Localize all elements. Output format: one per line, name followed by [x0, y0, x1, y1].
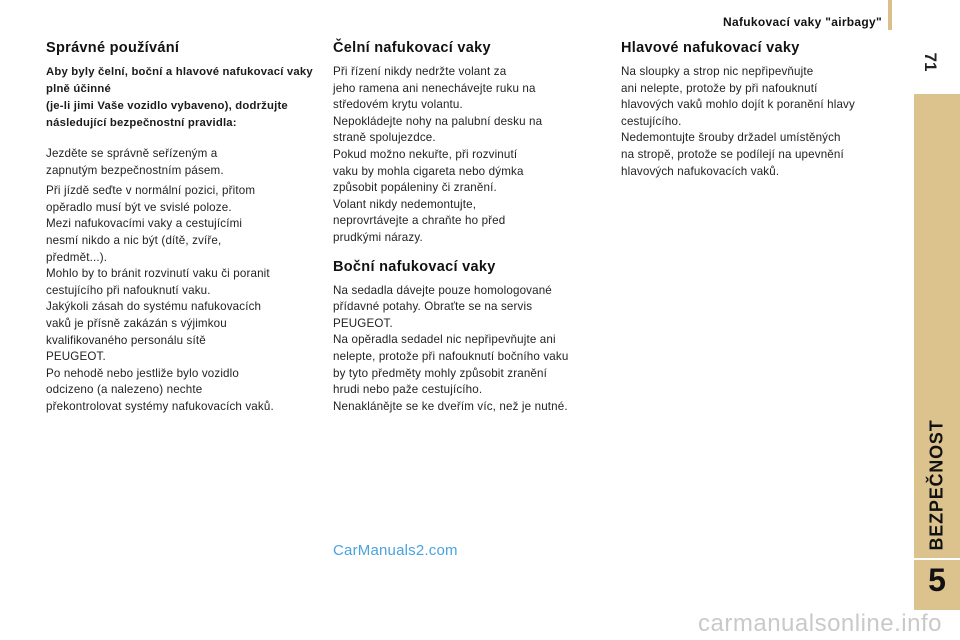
paragraph: Při řízení nikdy nedržte volant za jeho ramena ani nenechávejte ruku na středovém krytu volantu. Nepokládejte nohy na palubní desku na straně spolujezdce. Pokud možno nekuřte, při rozvinutí vaku by mohla cigareta nebo dýmka způsobit popáleniny či zranění. Volant nikdy nedemontujte, neprovrtávejte a chraňte ho před prudkými nárazy. — [333, 65, 543, 244]
section-heading: Správné používání — [46, 40, 180, 56]
section-heading: Boční nafukovací vaky — [333, 258, 496, 275]
column-front-airbags — [333, 40, 609, 419]
page-number: 71 — [921, 52, 940, 72]
chapter-number: 5 — [928, 562, 946, 598]
paragraph: Na sedadla dávejte pouze homologované přídavné potahy. Obraťte se na servis PEUGEOT. Na opěradla sedadel nic nepřipevňujte ani nelepte, protože při nafouknutí bočního vaku by tyto předměty mohly způsobit zranění hrudi nebo paže cestujícího. Nenaklánějte se ke dveřím víc, než je nutné. — [333, 283, 569, 413]
chapter-label: BEZPEČNOST — [926, 419, 947, 551]
footer-watermark: carmanualsonline.info — [698, 610, 942, 637]
section-heading: Čelní nafukovací vaky — [333, 40, 491, 56]
paragraph: Jezděte se správně seřízeným a zapnutým bezpečnostním pásem. — [46, 147, 224, 177]
page-header-title: Nafukovací vaky "airbagy" — [723, 15, 882, 29]
paragraph: Při jízdě seďte v normální pozici, přitom opěradlo musí být ve svislé poloze. Mezi nafukovacími vaky a cestujícími nesmí nikdo a nic být (dítě, zvíře, předmět...). Mohlo by to bránit rozvinutí vaku či poranit cestujícího při nafouknutí vaku. Jakýkoli zásah do systému nafukovacích vaků je přísně zakázán s výjimkou kvalifikovaného personálu sítě PEUGEOT. Po nehodě nebo jestliže bylo vozidlo odcizeno (a nalezeno) nechte překontrolovat systémy nafukovacích vaků. — [46, 184, 274, 413]
section-heading: Hlavové nafukovací vaky — [621, 40, 800, 56]
column-correct-use — [46, 40, 314, 420]
section-lead: Aby byly čelní, boční a hlavové nafukovací vaky plně účinné (je-li jimi Vaše vozidlo vybaveno), dodržujte následující bezpečnostní pravidla: — [46, 66, 313, 129]
paragraph: Na sloupky a strop nic nepřipevňujte ani nelepte, protože by při nafouknutí hlavových vaků mohlo dojít k poranění hlavy cestujícího. Nedemontujte šrouby držadel umístěných na stropě, protože se podílejí na upevnění hlavových nafukovacích vaků. — [621, 65, 855, 178]
watermark-link[interactable]: CarManuals2.com — [333, 542, 458, 559]
header-accent-line — [888, 0, 892, 30]
column-curtain-airbags — [621, 40, 901, 184]
